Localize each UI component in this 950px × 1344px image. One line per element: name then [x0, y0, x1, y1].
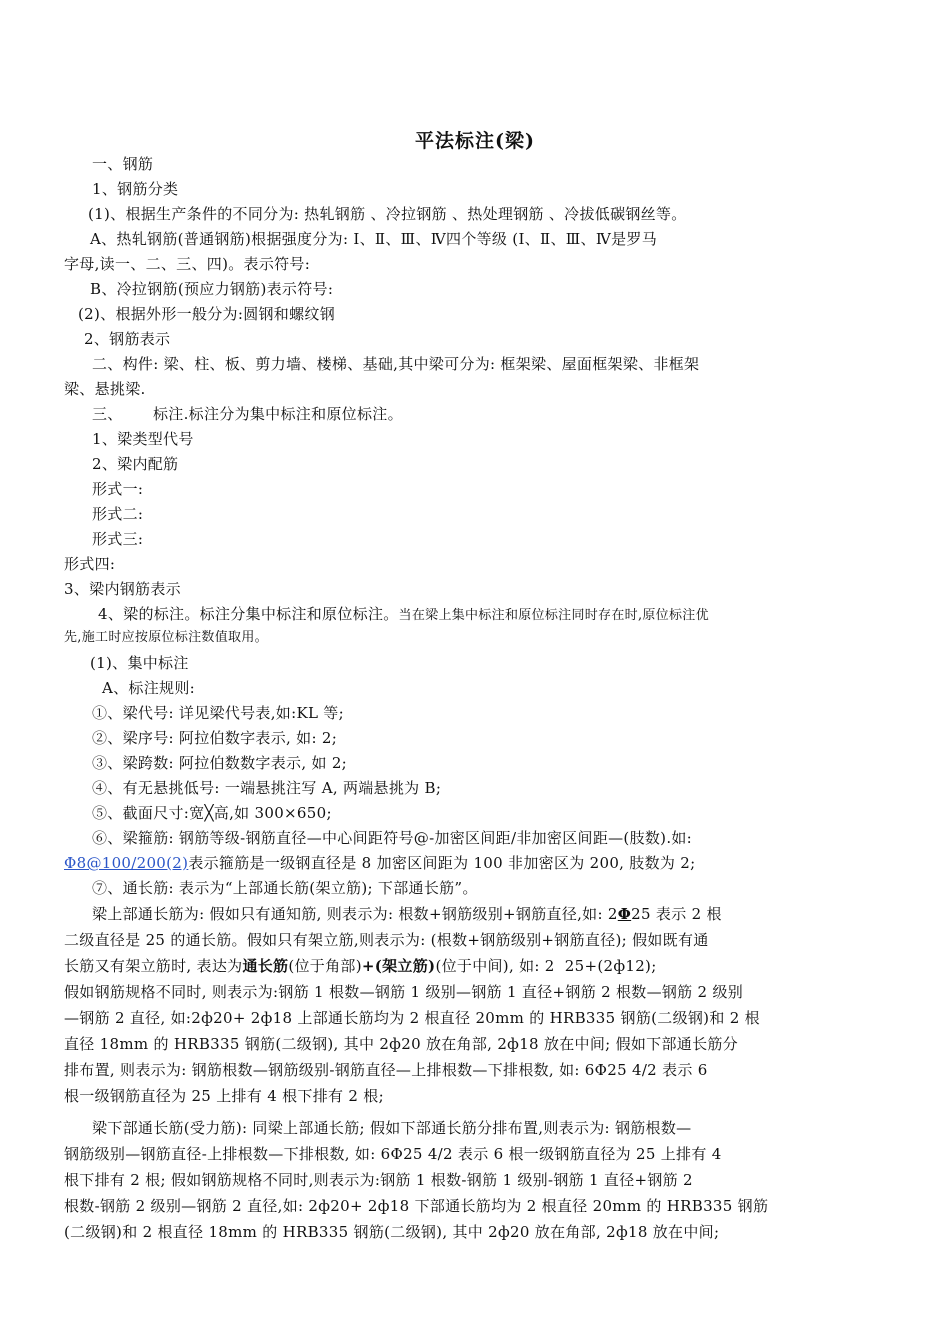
top-bars-cont-text: 长筋又有架立筋时, 表达为 — [64, 957, 243, 975]
heading-rebar: 一、钢筋 — [92, 155, 154, 173]
paragraph-production-classes: (1)、根据生产条件的不同分为: 热轧钢筋 、冷拉钢筋 、热处理钢筋 、冷拔低碳钢丝等。 — [88, 205, 687, 223]
paragraph-beam-annotation — [64, 602, 920, 628]
heading-beam-rebar-notation: 3、梁内钢筋表示 — [64, 580, 181, 598]
stirrup-spec-explanation: 表示箍筋是一级钢直径是 8 加密区间距为 100 非加密区为 200, 肢数为 2; — [188, 854, 696, 872]
paragraph-bottom-bars: 梁下部通长筋(受力筋): 同梁上部通长筋; 假如下部通长筋分排布置,则表示为: 钢筋根数— — [92, 1119, 692, 1137]
paragraph-top-bars-cont-3: 假如钢筋规格不同时, 则表示为:钢筋 1 根数—钢筋 1 级别—钢筋 1 直径+钢筋 2 根数—钢筋 2 级别 — [64, 983, 744, 1001]
heading-rebar-classification: 1、钢筋分类 — [92, 180, 179, 198]
rule-stirrups-example — [64, 851, 886, 875]
paragraph-top-bars-cont-4: —钢筋 2 直径, 如:2ф20+ 2ф18 上部通长筋均为 2 根直径 20mm 的 HRB335 钢筋(二级钢)和 2 根 — [64, 1009, 760, 1027]
heading-annotation-rules: A、标注规则: — [102, 679, 195, 697]
heading-centralized-annotation: (1)、集中标注 — [90, 654, 189, 672]
paragraph-bottom-bars-cont-3: 根数-钢筋 2 级别—钢筋 2 直径,如: 2ф20+ 2ф18 下部通长筋均为 2 根直径 20mm 的 HRB335 钢筋 — [64, 1197, 769, 1215]
rule-continuous-bars: ⑦、通长筋: 表示为“上部通长筋(架立筋); 下部通长筋”。 — [92, 879, 478, 897]
paragraph-hot-rolled: A、热轧钢筋(普通钢筋)根据强度分为: Ⅰ、Ⅱ、Ⅲ、Ⅳ四个等级 (Ⅰ、Ⅱ、Ⅲ、Ⅳ是罗马 — [90, 230, 658, 248]
continuous-bar-bold: 通长筋 — [242, 957, 289, 975]
paragraph-top-bars-cont-2 — [64, 954, 886, 978]
middle-position-text: (位于中间), 如: 2 25+(2ф12); — [435, 957, 657, 975]
rule-cantilever: ④、有无悬挑低号: 一端悬挑注写 A, 两端悬挑为 B; — [92, 779, 442, 797]
form-three: 形式三: — [92, 530, 144, 548]
rule-beam-code: ①、梁代号: 详见梁代号表,如:KL 等; — [92, 704, 344, 722]
page-title: 平法标注(梁) — [415, 130, 535, 152]
top-bars-text: 梁上部通长筋为: 假如只有通知筋, 则表示为: 根数+钢筋级别+钢筋直径,如: 2 — [92, 905, 618, 923]
paragraph-shape-classes: (2)、根据外形一般分为:圆钢和螺纹钢 — [78, 305, 336, 323]
beam-annotation-priority: 当在梁上集中标注和原位标注同时存在时,原位标注优 — [398, 608, 709, 623]
paragraph-annotation: 三、 标注.标注分为集中标注和原位标注。 — [92, 405, 403, 423]
paragraph-top-bars — [64, 902, 914, 926]
paragraph-cold-drawn: B、冷拉钢筋(预应力钢筋)表示符号: — [90, 280, 334, 298]
heading-beam-type-code: 1、梁类型代号 — [92, 430, 194, 448]
form-two: 形式二: — [92, 505, 144, 523]
corner-position-text: (位于角部) — [288, 957, 362, 975]
form-one: 形式一: — [92, 480, 144, 498]
paragraph-bottom-bars-cont-4: (二级钢)和 2 根直径 18mm 的 HRB335 钢筋(二级钢), 其中 2ф20 放在角部, 2ф18 放在中间; — [64, 1223, 720, 1241]
paragraph-beam-annotation-cont: 先,施工时应按原位标注数值取用。 — [64, 630, 268, 645]
erection-bar-bold: +(架立筋) — [361, 957, 436, 975]
grade-two-symbol: Φ — [617, 905, 632, 923]
paragraph-top-bars-cont-5: 直径 18mm 的 HRB335 钢筋(二级钢), 其中 2ф20 放在角部, 2ф18 放在中间; 假如下部通长筋分 — [64, 1035, 738, 1053]
paragraph-top-bars-cont-1: 二级直径是 25 的通长筋。假如只有架立筋,则表示为: (根数+钢筋级别+钢筋直径); 假如既有通 — [64, 931, 709, 949]
paragraph-bottom-bars-cont-1: 钢筋级别—钢筋直径-上排根数—下排根数, 如: 6Φ25 4/2 表示 6 根一级钢筋直径为 25 上排有 4 — [64, 1145, 722, 1163]
heading-rebar-notation: 2、钢筋表示 — [84, 330, 171, 348]
paragraph-hot-rolled-cont: 字母,读一、二、三、四)。表示符号: — [64, 255, 311, 273]
beam-annotation-intro: 4、梁的标注。标注分集中标注和原位标注。 — [98, 605, 399, 623]
rule-beam-serial: ②、梁序号: 阿拉伯数字表示, 如: 2; — [92, 729, 338, 747]
paragraph-top-bars-cont-7: 根一级钢筋直径为 25 上排有 4 根下排有 2 根; — [64, 1087, 384, 1105]
rule-section-size: ⑤、截面尺寸:宽╳高,如 300×650; — [92, 804, 332, 822]
paragraph-components-cont: 梁、悬挑梁. — [64, 380, 146, 398]
heading-beam-reinforcement: 2、梁内配筋 — [92, 455, 179, 473]
paragraph-components: 二、构件: 梁、柱、板、剪力墙、楼梯、基础,其中梁可分为: 框架梁、屋面框架梁、非框架 — [92, 355, 700, 373]
paragraph-bottom-bars-cont-2: 根下排有 2 根; 假如钢筋规格不同时,则表示为:钢筋 1 根数-钢筋 1 级别-钢筋 1 直径+钢筋 2 — [64, 1171, 693, 1189]
paragraph-top-bars-cont-6: 排布置, 则表示为: 钢筋根数—钢筋级别-钢筋直径—上排根数—下排根数, 如: 6Φ25 4/2 表示 6 — [64, 1061, 708, 1079]
form-four: 形式四: — [64, 555, 116, 573]
stirrup-spec-link[interactable]: Φ8@100/200(2) — [64, 854, 189, 872]
rule-stirrups: ⑥、梁箍筋: 钢筋等级-钢筋直径—中心间距符号@-加密区间距/非加密区间距—(肢数).如: — [92, 829, 693, 847]
top-bars-text-end: 25 表示 2 根 — [631, 905, 722, 923]
rule-beam-spans: ③、梁跨数: 阿拉伯数数字表示, 如 2; — [92, 754, 348, 772]
